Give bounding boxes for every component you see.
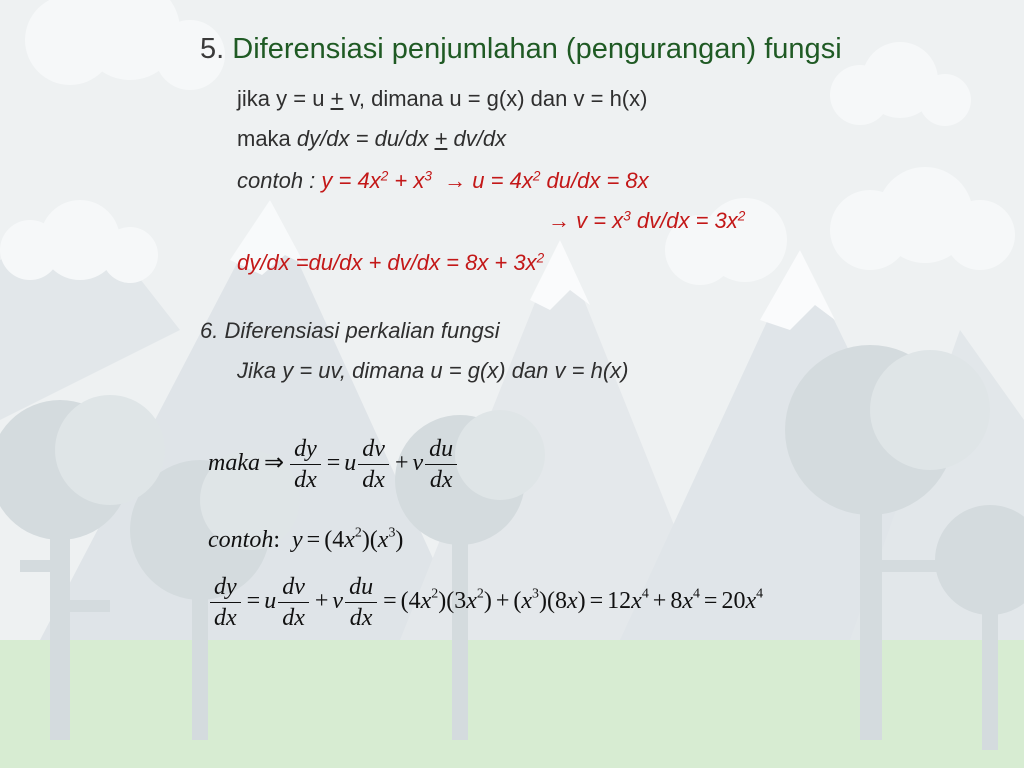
section-6-line-1: Jika y = uv, dimana u = g(x) dan v = h(x) [237,358,629,383]
section-5-example: contoh : $y = 4x^2 + x^3 \to u = 4x^2$ du/dx = 8x [237,168,649,193]
formula-maka: maka ⇒ $\frac{dy}{dx}$ = u $\frac{dv}{dx}$ + v $\frac{du}{dx}$ [208,434,459,495]
section-6-title: 6. Diferensiasi perkalian fungsi [200,318,500,343]
section-5-result: $dy/dx =du/dx + dv/dx = 8x + 3x^2$ [237,250,545,275]
section-5-line-1: jika y = u + v, dimana u = g(x) dan v = h(x) [237,86,648,111]
section-5-title: 5. Diferensiasi penjumlahan (pengurangan) fungsi [200,33,842,65]
formula-contoh: contoh: $y = (4x^2)(x^3)$ [208,525,404,553]
section-5-example-v: → $v = x^3$ $dv/dx = 3x^2$ [548,208,746,233]
section-5-line-2: maka dy/dx = du/dx + dv/dx [237,126,507,151]
formula-calculation: $\frac{dy}{dx}$ = u $\frac{dv}{dx}$ + v $\frac{du}{dx}$ = $(4x^2)(3x^2) + (x^3)(8x) = 12x^4 + 8x^4 = 20x^4$ [208,572,763,633]
